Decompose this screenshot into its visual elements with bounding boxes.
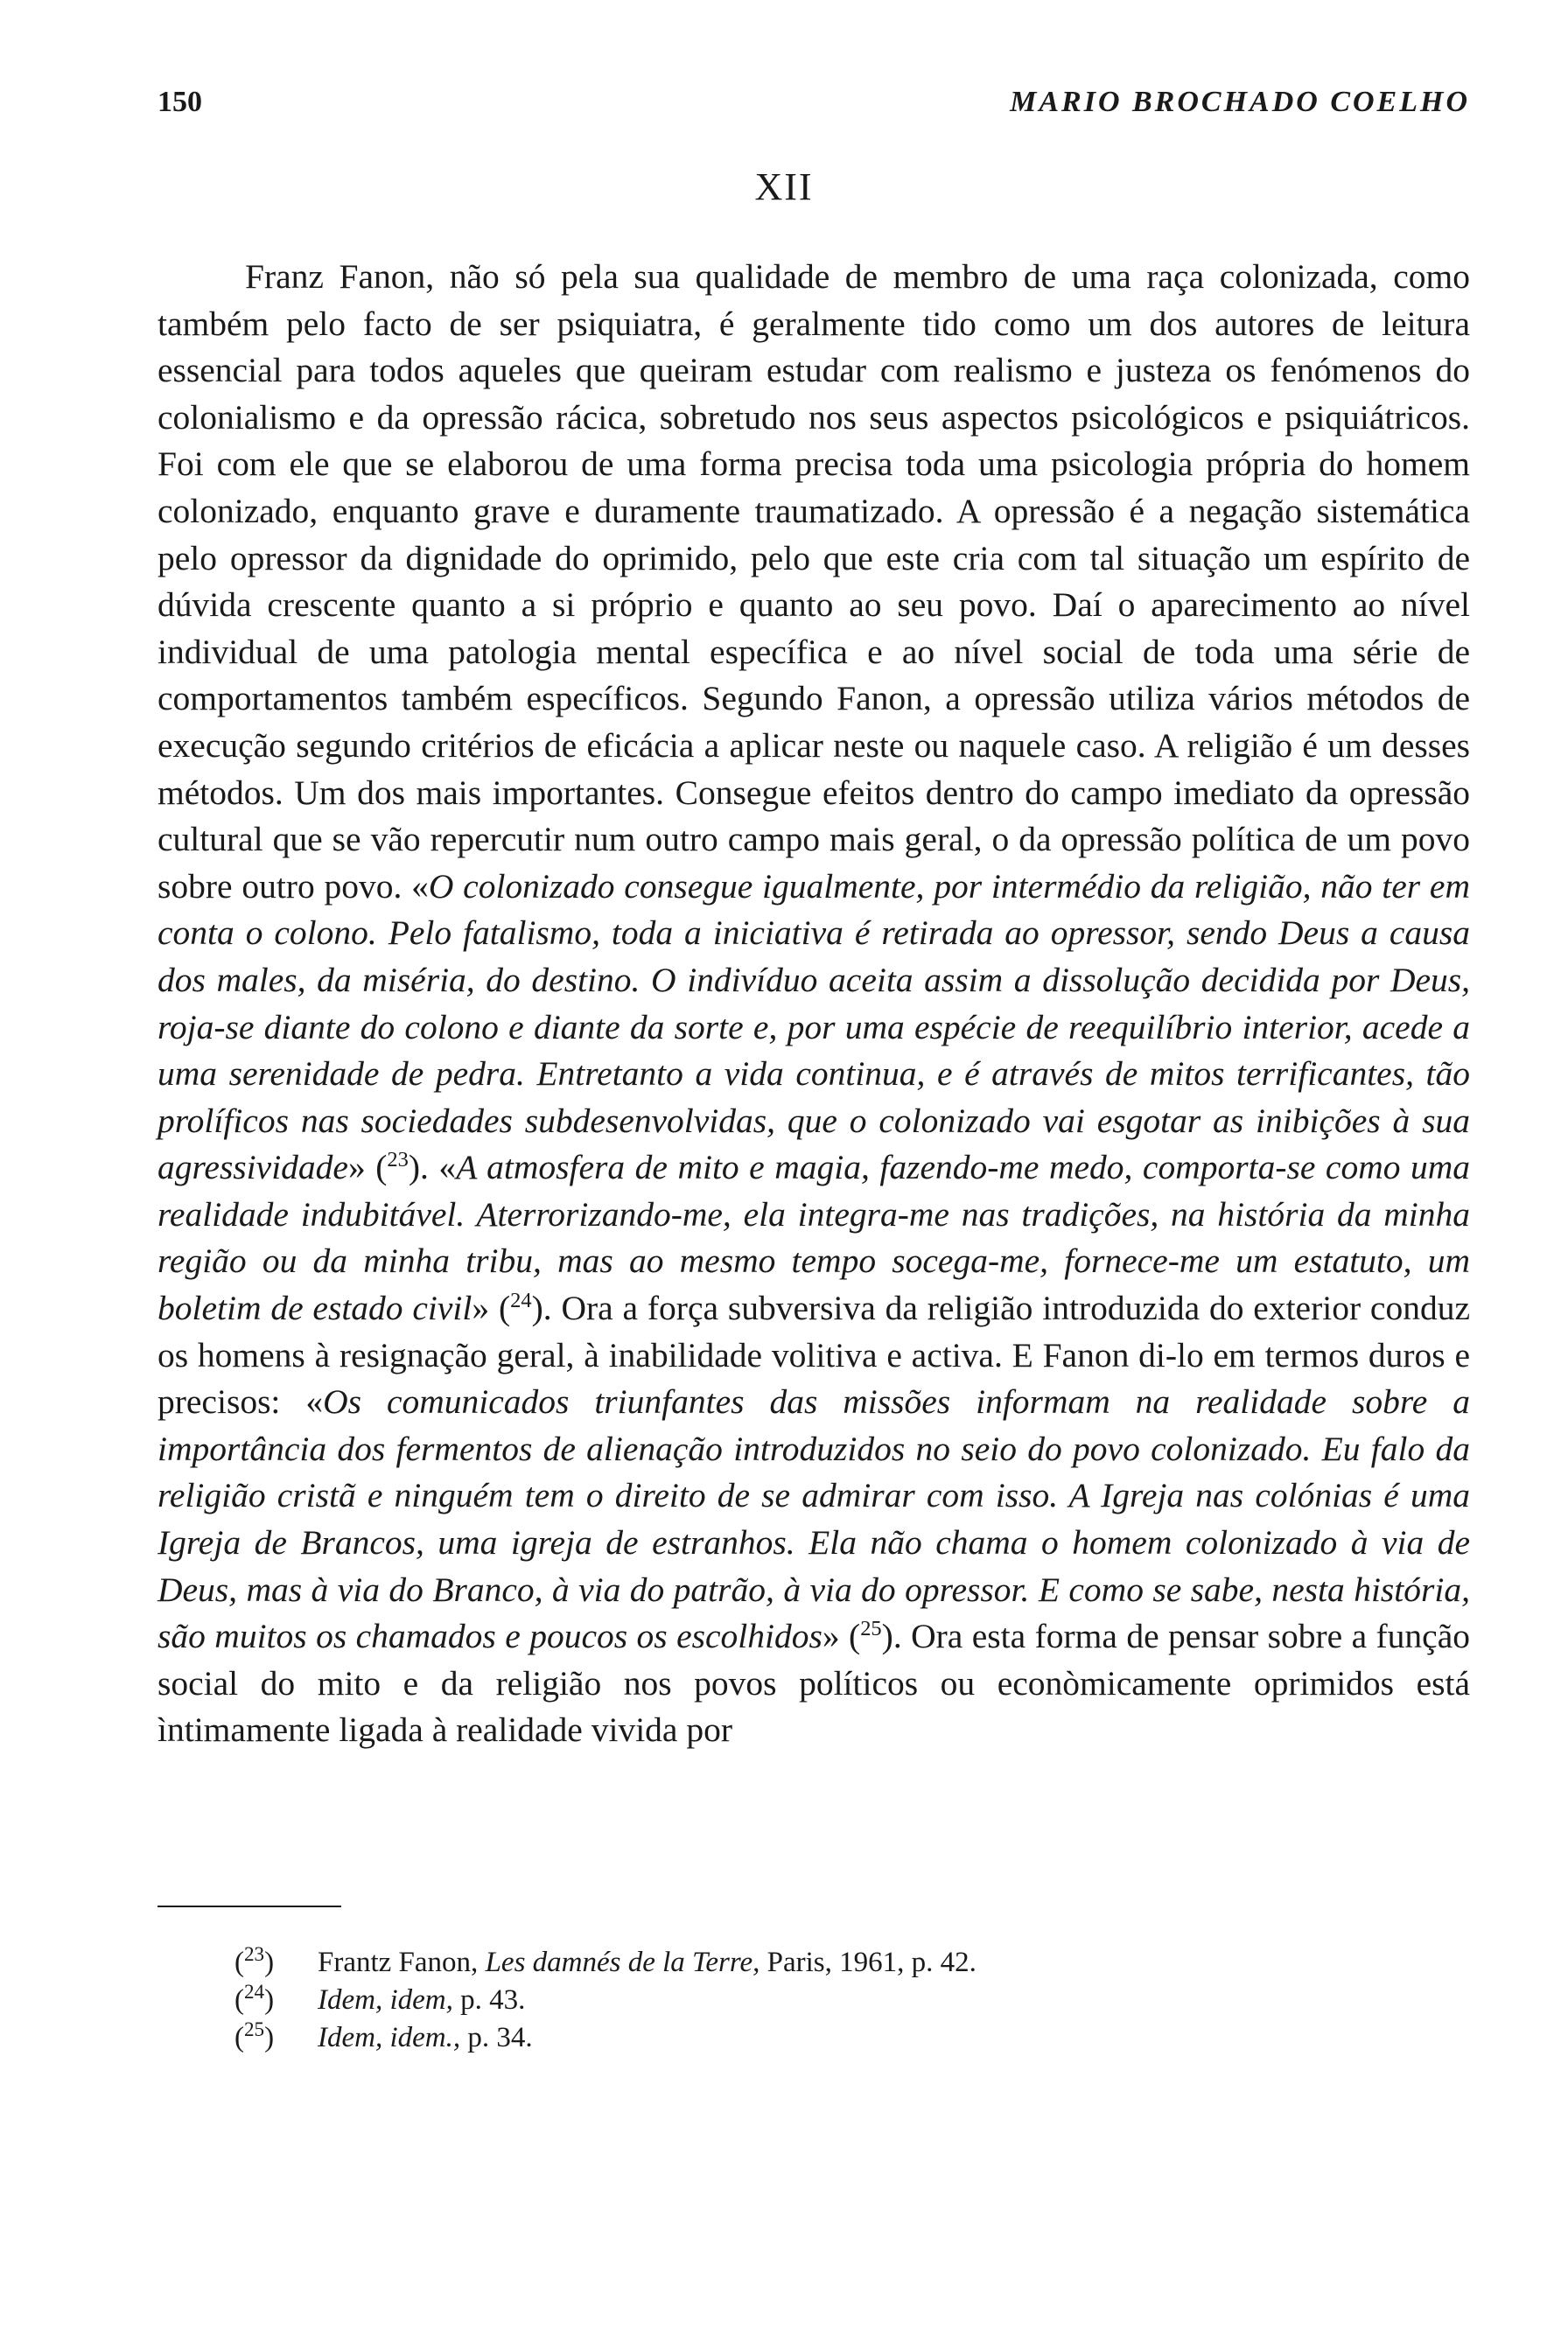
footnote-paren-open: ( — [234, 1984, 244, 2016]
footnote-details: p. 43. — [452, 1984, 526, 2016]
body-text-run: » ( — [822, 1617, 861, 1656]
footnote-number: 25 — [244, 2018, 265, 2040]
page-number: 150 — [158, 86, 202, 118]
chapter-heading: XII — [754, 165, 814, 208]
body-text-run: » ( — [347, 1148, 388, 1187]
running-head: MARIO BROCHADO COELHO — [1010, 86, 1470, 118]
footnote-details: p. 34. — [460, 2022, 533, 2053]
body-paragraph — [158, 254, 1470, 1754]
fanon-quote-2: A atmosfera de mito e magia, fazendo-me medo, comporta-se como uma realidade indubitável. Aterrorizando-me, ela integra-me nas tradições, na história da minha região ou da minha tribu, mas ao mesmo tempo socega-me, fornece-me um estatuto, um boletim de estado civil — [158, 1148, 1471, 1328]
footnote-paren-close: ) — [264, 1984, 275, 2016]
footnote-marker — [234, 2019, 318, 2057]
footnote-paren-open: ( — [234, 1947, 244, 1978]
body-text-run: ). Ora a força subversiva da religião introduzida do exterior conduz os homens à resignação geral, à inabilidade volitiva e activa. E Fanon di-lo em termos duros e precisos: « — [158, 1289, 1471, 1422]
footnote-title: Idem, idem., — [318, 2022, 461, 2053]
footnote-text — [318, 1982, 525, 2019]
footnote-text — [318, 2019, 533, 2057]
fanon-quote-3: Os comunicados triunfantes das missões informam na realidade sobre a importância dos fermentos de alienação introduzidos no seio do povo colonizado. Eu falo da religião cristã e ninguém tem o direito de se admirar com isso. A Igreja nas colónias é uma Igreja de Brancos, uma igreja de estranhos. Ela não chama o homem colonizado à via de Deus, mas à via do Branco, à via do patrão, à via do opressor. E como se sabe, nesta história, são muitos os chamados e poucos os escolhidos — [158, 1382, 1470, 1656]
footnote-author: Frantz Fanon, — [318, 1947, 486, 1978]
fanon-quote-1: O colonizado consegue igualmente, por intermédio da religião, não ter em conta o colono. Pelo fatalismo, toda a iniciativa é retirada ao opressor, sendo Deus a causa dos males, da miséria, do destino. O indivíduo aceita assim a dissolução decidida por Deus, roja-se diante do colono e diante da sorte e, por uma espécie de reequilíbrio interior, acede a uma serenidade de pedra. Entretanto a vida continua, e é através de mitos terrificantes, tão prolíficos nas sociedades subdesenvolvidas, que o colonizado vai esgotar as inibições à sua agressividade — [158, 866, 1470, 1187]
footnote-ref-25[interactable]: 25 — [860, 1617, 882, 1641]
footnote-text — [318, 1944, 976, 1982]
footnote-title: Idem, idem, — [318, 1984, 453, 2016]
footnote-title: Les damnés de la Terre, — [485, 1947, 760, 1978]
footnote-23 — [234, 1944, 1372, 1982]
footnote-ref-24[interactable]: 24 — [510, 1288, 532, 1312]
body-text-run: » ( — [472, 1289, 511, 1328]
footnote-details: Paris, 1961, p. 42. — [760, 1947, 976, 1978]
footnote-25 — [234, 2019, 1372, 2057]
footnote-paren-close: ) — [264, 1947, 275, 1978]
footnote-number: 23 — [244, 1942, 265, 1965]
footnote-number: 24 — [244, 1980, 265, 2003]
footnote-paren-open: ( — [234, 2022, 244, 2053]
footnotes — [234, 1944, 1372, 2057]
body-text-run: ). Ora esta forma de pensar sobre a função social do mito e da religião nos povos políticos ou econòmicamente oprimidos está ìntimamente ligada à realidade vivida por — [158, 1617, 1470, 1750]
footnote-divider — [158, 1906, 341, 1907]
footnote-marker — [234, 1944, 318, 1982]
body-text-run: ). « — [408, 1148, 457, 1187]
footnote-24 — [234, 1982, 1372, 2019]
body-text-run: Franz Fanon, não só pela sua qualidade de membro de uma raça colonizada, como também pelo facto de ser psiquiatra, é geralmente tido como um dos autores de leitura essencial para todos aqueles que queiram estudar com realismo e justeza os fenómenos do colonialismo e da opressão rácica, sobretudo nos seus aspectos psicológicos e psiquiátricos. Foi com ele que se elaborou de uma forma precisa toda uma psicologia própria do homem colonizado, enquanto grave e duramente traumatizado. A opressão é a negação sistemática pelo opressor da dignidade do oprimido, pelo que este cria com tal situação um espírito de dúvida crescente quanto a si próprio e quanto ao seu povo. Daí o aparecimento ao nível individual de uma patologia mental específica e ao nível social de toda uma série de comportamentos também específicos. Segundo Fanon, a opressão utiliza vários métodos de execução segundo critérios de eficácia a aplicar neste ou naquele caso. A religião é um desses métodos. Um dos mais importantes. Consegue efeitos dentro do campo imediato da opressão cultural que se vão repercutir num outro campo mais geral, o da opressão política de um povo sobre outro povo. « — [158, 257, 1470, 906]
footnote-marker — [234, 1982, 318, 2019]
footnote-ref-23[interactable]: 23 — [387, 1148, 409, 1172]
footnote-paren-close: ) — [264, 2022, 275, 2053]
